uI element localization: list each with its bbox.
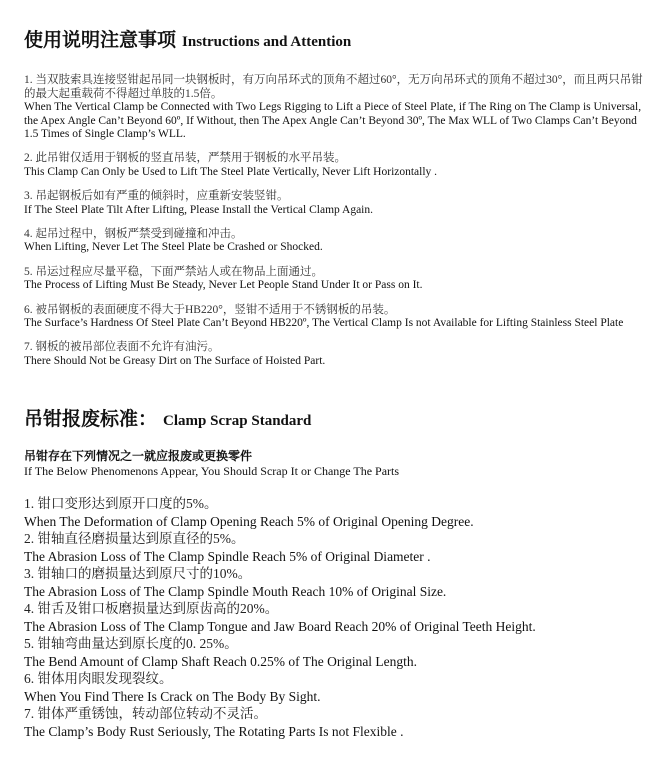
scrap-standard-heading <box>24 404 648 433</box>
instruction-zh: 2. 此吊钳仅适用于钢板的竖直吊装，严禁用于钢板的水平吊装。 <box>24 152 346 165</box>
instruction-item-7 <box>24 341 648 368</box>
scrap-item-zh: 3. 钳轴口的磨损量达到原尺寸的10%。 <box>24 566 252 582</box>
instruction-item-3 <box>24 190 648 217</box>
instruction-zh: 1. 当双肢索具连接竖钳起吊同一块钢板时，有万向吊环式的顶角不超过60°，无万向吊环式的顶角不超过30°，而且两只吊钳的最大起重载荷不得超过单肢的1.5倍。 <box>24 74 643 100</box>
scrap-item-en: The Bend Amount of Clamp Shaft Reach 0.25% of The Original Length. <box>24 653 418 669</box>
scrap-item-2 <box>24 530 648 565</box>
scrap-item-5 <box>24 635 648 670</box>
instruction-item-5 <box>24 266 648 293</box>
instruction-item-2 <box>24 152 648 179</box>
scrap-intro <box>24 449 648 479</box>
instruction-en: When The Vertical Clamp be Connected with Two Legs Rigging to Lift a Piece of Steel Plate, if The Ring on The Clamp is Universal, the Apex Angle Can’t Beyond 60º, If Without, then The Apex Angle Can’t Beyond 30º, The Max WLL of Two Clamps Can’t Beyond 1.5 Times of Single Clamp’s WLL. <box>24 101 642 141</box>
scrap-item-en: The Abrasion Loss of The Clamp Spindle Reach 5% of Original Diameter . <box>24 548 431 564</box>
scrap-item-en: When You Find There Is Crack on The Body By Sight. <box>24 688 321 704</box>
scrap-item-zh: 5. 钳轴弯曲量达到原长度的0. 25%。 <box>24 636 238 652</box>
instructions-heading <box>24 16 648 54</box>
scrap-intro-en: If The Below Phenomenons Appear, You Should Scrap It or Change The Parts <box>24 464 400 479</box>
instructions-list <box>24 74 648 368</box>
scrap-item-6 <box>24 670 648 705</box>
instruction-zh: 4. 起吊过程中，钢板严禁受到碰撞和冲击。 <box>24 228 243 241</box>
instruction-zh: 7. 钢板的被吊部位表面不允许有油污。 <box>24 341 220 354</box>
scrap-criteria-list <box>24 495 648 740</box>
scrap-item-en: The Clamp’s Body Rust Seriously, The Rotating Parts Is not Flexible . <box>24 723 404 739</box>
scrap-item-en: The Abrasion Loss of The Clamp Tongue and Jaw Board Reach 20% of Original Teeth Height. <box>24 618 536 634</box>
scrap-standard-heading-zh: 吊钳报废标准： <box>24 409 158 431</box>
instruction-en: If The Steel Plate Tilt After Lifting, Please Install the Vertical Clamp Again. <box>24 203 373 216</box>
instruction-en: When Lifting, Never Let The Steel Plate be Crashed or Shocked. <box>24 241 323 254</box>
scrap-intro-zh: 吊钳存在下列情况之一就应报废或更换零件 <box>24 449 253 464</box>
instruction-en: The Surface’s Hardness Of Steel Plate Can’t Beyond HB220º, The Vertical Clamp Is not Available for Lifting Stainless Steel Plate <box>24 317 624 330</box>
instructions-heading-zh: 使用说明注意事项 <box>24 30 177 51</box>
instruction-item-4 <box>24 228 648 255</box>
instruction-en: The Process of Lifting Must Be Steady, Never Let People Stand Under It or Pass on It. <box>24 279 423 292</box>
instructions-heading-en: Instructions and Attention <box>182 34 352 50</box>
instruction-zh: 5. 吊运过程应尽量平稳，下面严禁站人或在物品上面通过。 <box>24 265 323 278</box>
scrap-item-zh: 1. 钳口变形达到原开口度的5%。 <box>24 496 218 512</box>
instruction-en: There Should Not be Greasy Dirt on The Surface of Hoisted Part. <box>24 354 326 367</box>
scrap-item-en: The Abrasion Loss of The Clamp Spindle Mouth Reach 10% of Original Size. <box>24 583 447 599</box>
scrap-item-zh: 7. 钳体严重锈蚀，转动部位转动不灵活。 <box>24 706 267 722</box>
instruction-item-1 <box>24 74 648 141</box>
scrap-item-zh: 2. 钳轴直径磨损量达到原直径的5%。 <box>24 531 245 547</box>
instruction-item-6 <box>24 304 648 331</box>
scrap-item-zh: 6. 钳体用肉眼发现裂纹。 <box>24 671 173 687</box>
scrap-item-3 <box>24 565 648 600</box>
instruction-en: This Clamp Can Only be Used to Lift The Steel Plate Vertically, Never Lift Horizontally . <box>24 165 438 178</box>
scrap-item-zh: 4. 钳舌及钳口板磨损量达到原齿高的20%。 <box>24 601 279 617</box>
scrap-item-7 <box>24 705 648 740</box>
instruction-zh: 3. 吊起钢板后如有严重的倾斜时，应重新安装竖钳。 <box>24 190 289 203</box>
scrap-item-4 <box>24 600 648 635</box>
scrap-item-en: When The Deformation of Clamp Opening Reach 5% of Original Opening Degree. <box>24 513 474 529</box>
instruction-zh: 6. 被吊钢板的表面硬度不得大于HB220°，竖钳不适用于不锈钢板的吊装。 <box>24 303 396 316</box>
scrap-standard-heading-en: Clamp Scrap Standard <box>163 413 312 430</box>
scrap-item-1 <box>24 495 648 530</box>
